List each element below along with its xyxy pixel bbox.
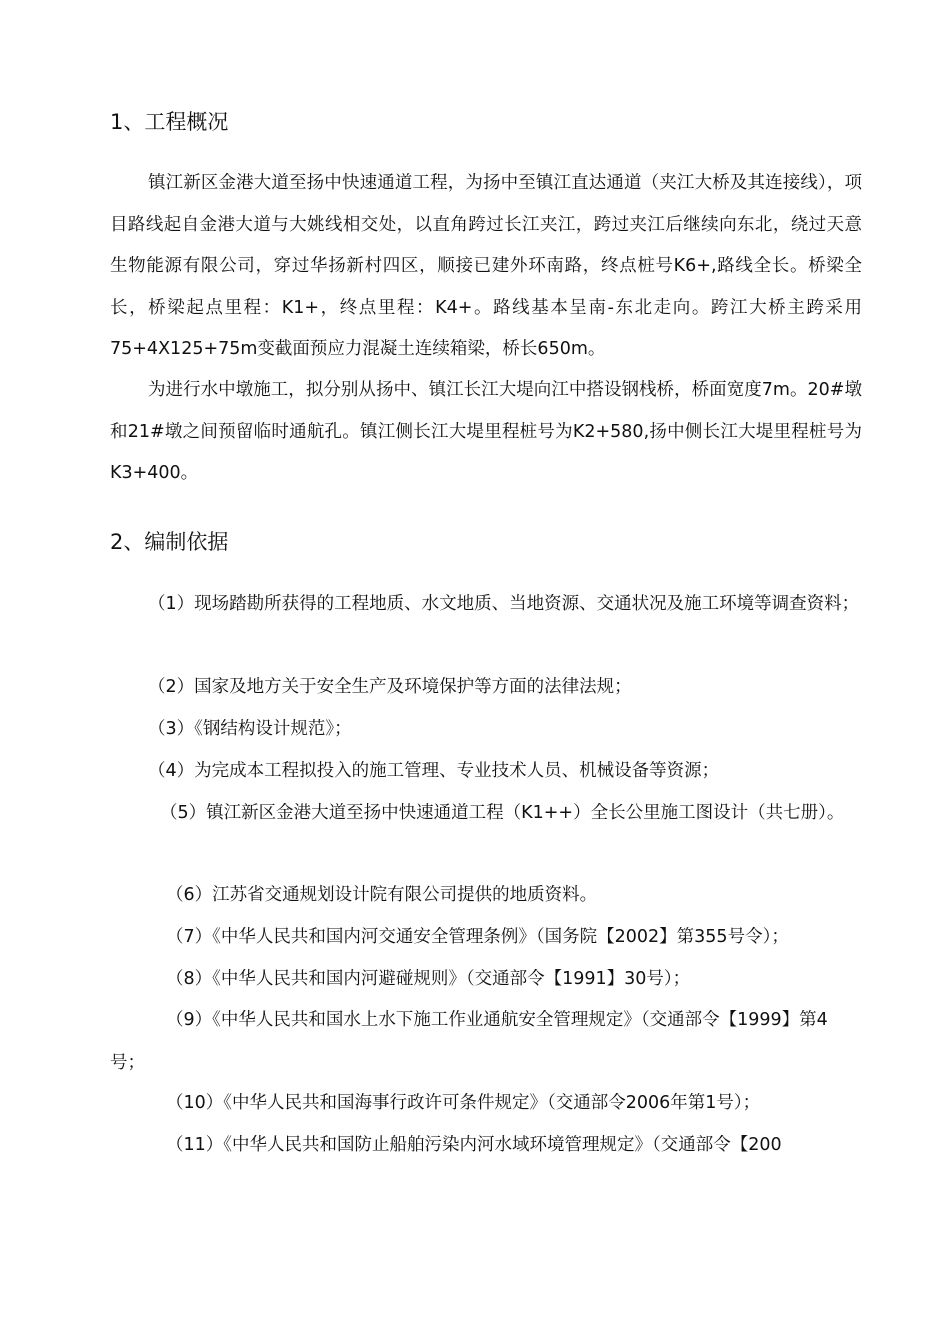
basis-item-1: （1）现场踏勘所获得的工程地质、水文地质、当地资源、交通状况及施工环境等调查资料； [148,594,860,614]
basis-item-5: （5）镇江新区金港大道至扬中快速通道工程（K1++）全长公里施工图设计（共七册）。 [160,803,845,823]
basis-item-10: （10）《中华人民共和国海事行政许可条件规定》（交通部令2006年第1号）； [166,1093,761,1113]
section-1-paragraph-2: 为进行水中墩施工，拟分别从扬中、镇江长江大堤向江中搭设钢栈桥，桥面宽度7m。20#墩和21#墩之间预留临时通航孔。镇江侧长江大堤里程桩号为K2+580,扬中侧长江大堤里程桩号为K3+400。 [110,380,862,483]
basis-item-2: （2）国家及地方关于安全生产及环境保护等方面的法律法规； [148,677,632,697]
basis-item-4: （4）为完成本工程拟投入的施工管理、专业技术人员、机械设备等资源； [148,761,720,781]
section-1-heading: 1、工程概况 [110,110,229,134]
section-2-heading: 2、编制依据 [110,530,229,554]
basis-item-11: （11）《中华人民共和国防止船舶污染内河水域环境管理规定》（交通部令【200 [166,1135,782,1155]
basis-item-8: （8）《中华人民共和国内河避碰规则》（交通部令【1991】30号）； [166,969,691,989]
basis-item-7: （7）《中华人民共和国内河交通安全管理条例》（国务院【2002】第355号令）； [166,927,789,947]
basis-item-9: （9）《中华人民共和国水上水下施工作业通航安全管理规定》（交通部令【1999】第4号； [110,1010,828,1073]
section-1-paragraph-1: 镇江新区金港大道至扬中快速通道工程，为扬中至镇江直达通道（夹江大桥及其连接线），项目路线起自金港大道与大姚线相交处，以直角跨过长江夹江，跨过夹江后继续向东北，绕过天意生物能源有限公司，穿过华扬新村四区，顺接已建外环南路，终点桩号K6+,路线全长。桥梁全长，桥梁起点里程：K1+，终点里程：K4+。路线基本呈南-东北走向。跨江大桥主跨采用75+4X125+75m变截面预应力混凝土连续箱梁，桥长650m。 [110,173,862,359]
basis-item-3: （3）《钢结构设计规范》； [148,719,352,739]
basis-item-6: （6）江苏省交通规划设计院有限公司提供的地质资料。 [166,885,598,905]
